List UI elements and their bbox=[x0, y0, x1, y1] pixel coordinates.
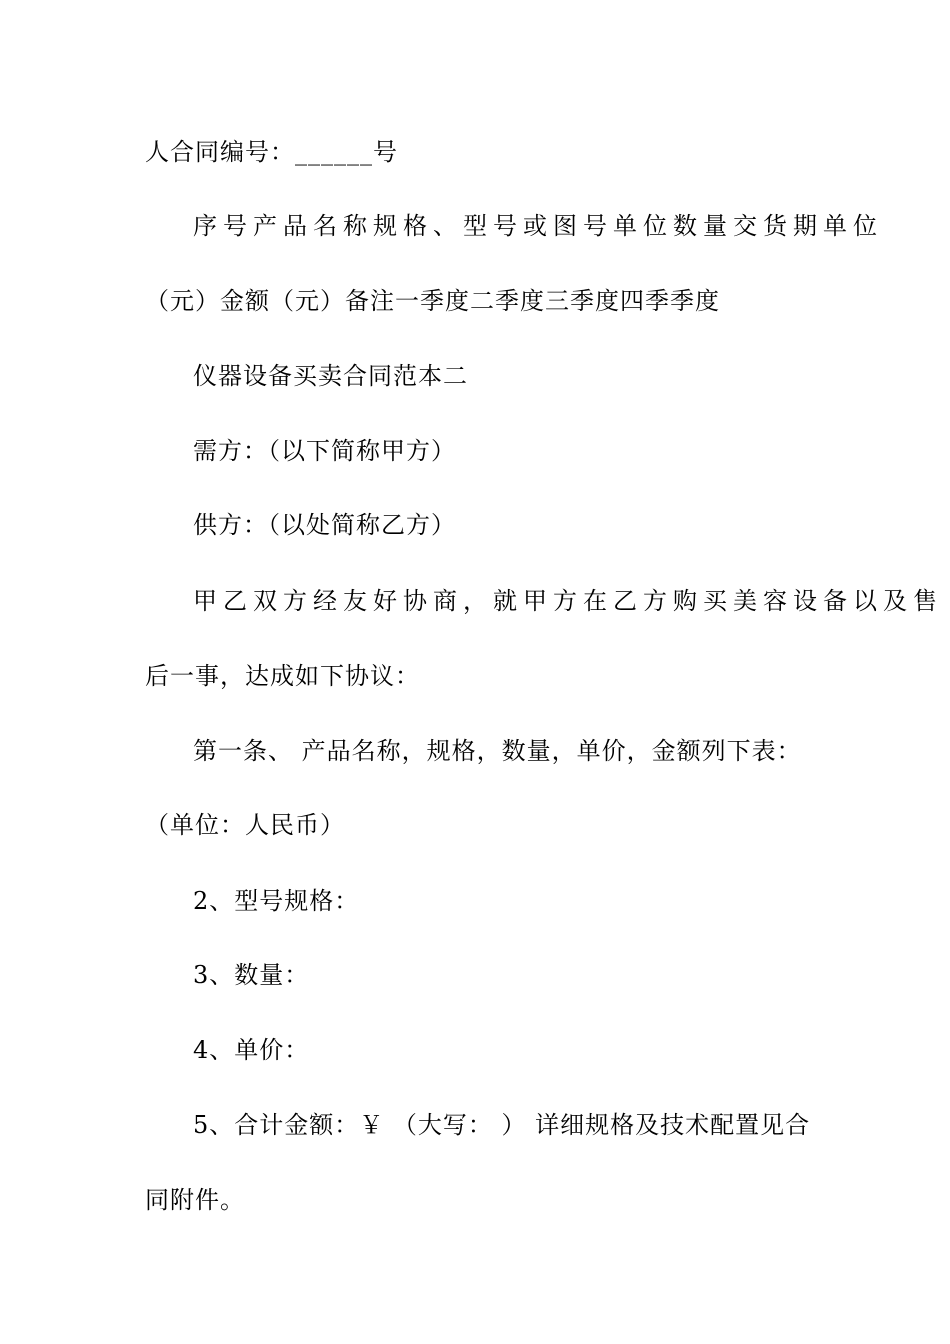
contract-number-line: 人合同编号：______号 bbox=[145, 138, 398, 166]
item-total-line-2: 同附件。 bbox=[145, 1186, 245, 1214]
currency-unit-line: （单位：人民币） bbox=[145, 811, 345, 839]
item-total-line: 5、合计金额：￥ （大写： ） 详细规格及技术配置见合 bbox=[193, 1111, 811, 1139]
section-title: 仪器设备买卖合同范本二 bbox=[193, 362, 468, 390]
table-header-line-1: 序号产品名称规格、型号或图号单位数量交货期单位 bbox=[193, 212, 883, 240]
item-unit-price-line: 4、单价： bbox=[193, 1036, 310, 1064]
agreement-paragraph-line-2: 后一事，达成如下协议： bbox=[145, 662, 420, 690]
buyer-line: 需方：（以下简称甲方） bbox=[193, 437, 456, 465]
supplier-line: 供方：（以处简称乙方） bbox=[193, 511, 456, 539]
item-model-line: 2、型号规格： bbox=[193, 887, 360, 915]
table-header-line-2: （元）金额（元）备注一季度二季度三季度四季季度 bbox=[145, 287, 720, 315]
agreement-paragraph-line-1: 甲乙双方经友好协商，就甲方在乙方购买美容设备以及售 bbox=[193, 587, 943, 615]
item-quantity-line: 3、数量： bbox=[193, 961, 310, 989]
article-one-line: 第一条、 产品名称，规格，数量，单价，金额列下表： bbox=[193, 737, 802, 765]
